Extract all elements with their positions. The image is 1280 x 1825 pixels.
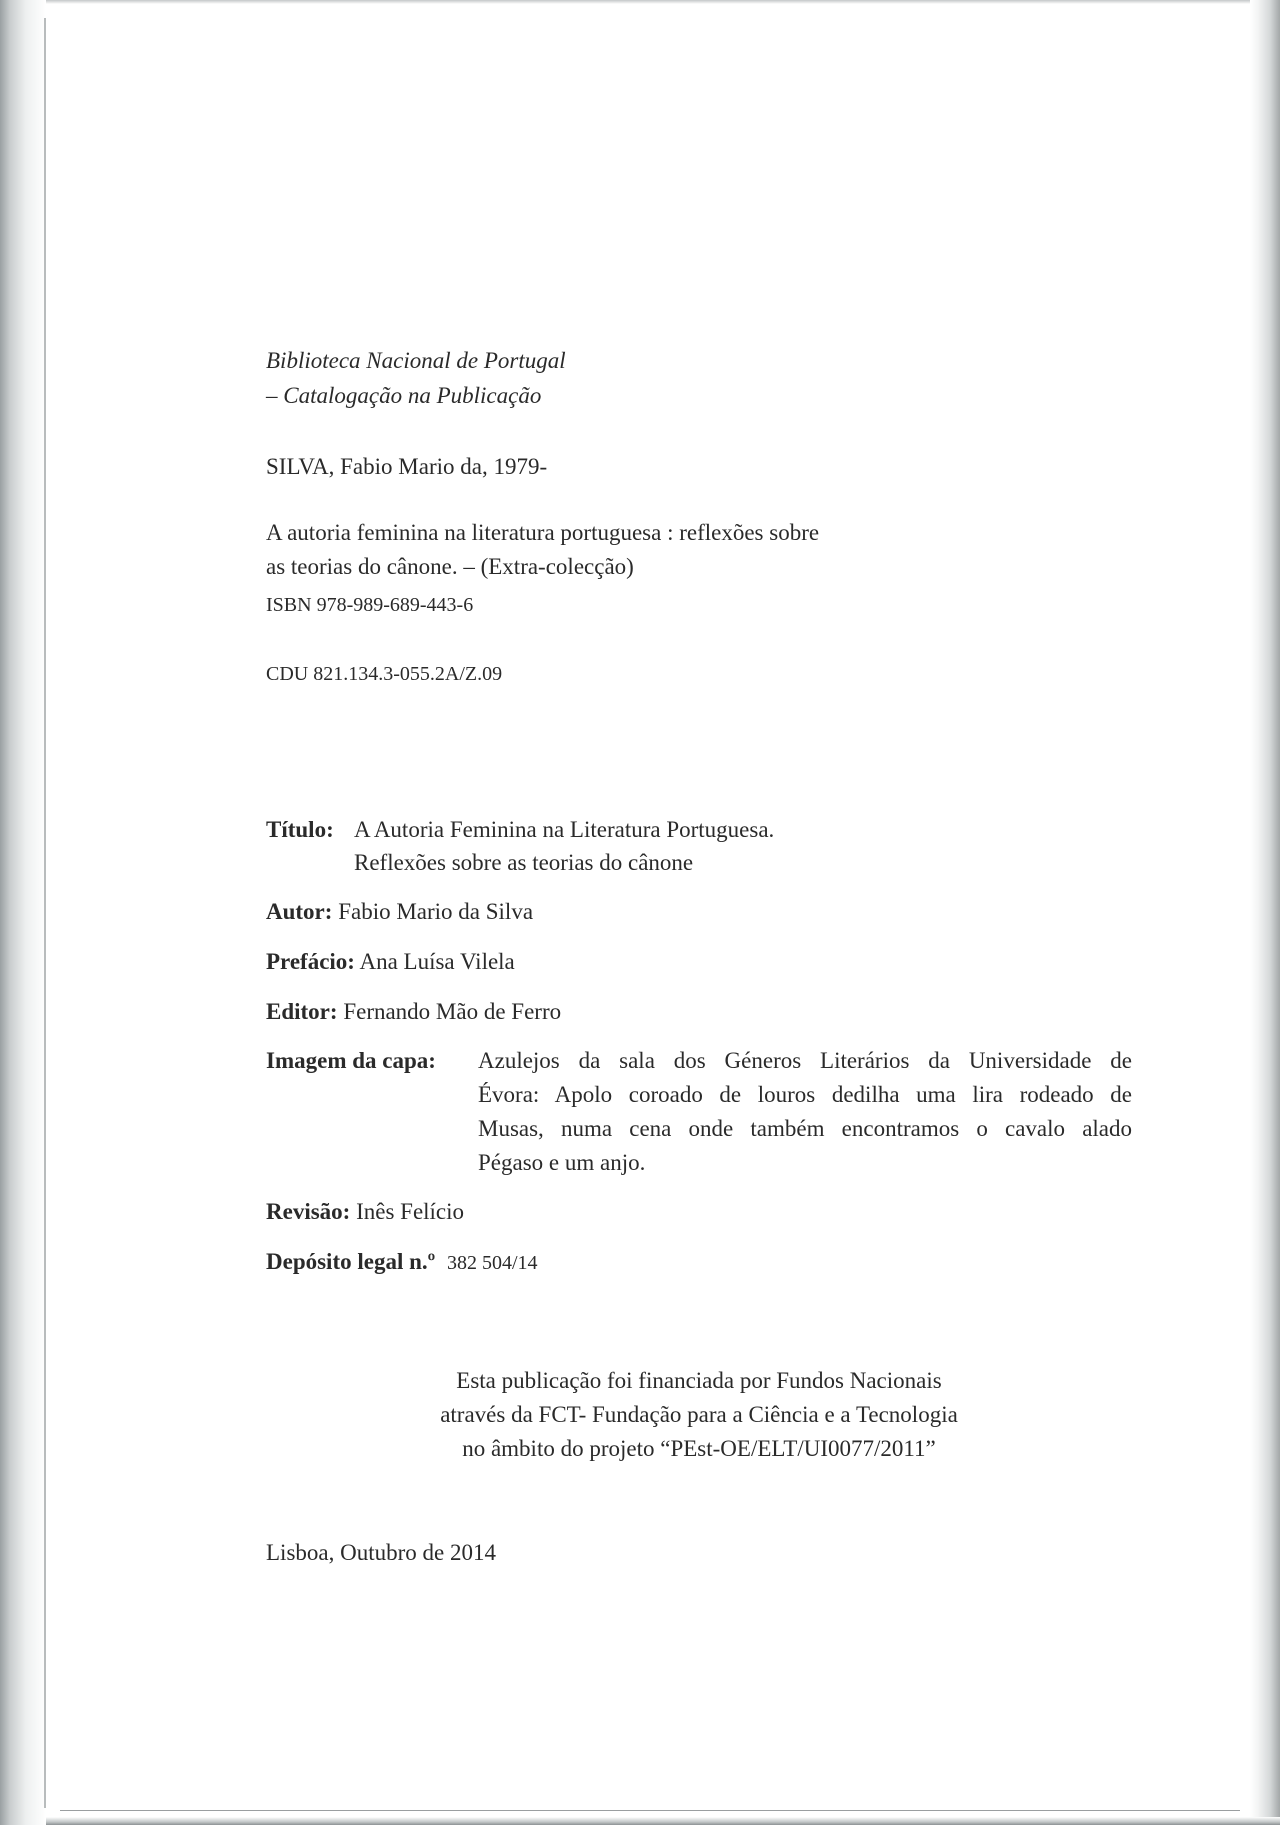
credit-editor-label: Editor: [266,999,338,1024]
credit-revision-value: Inês Felício [356,1199,465,1224]
credit-cover-line: Azulejos da sala dos Géneros Literários da Universidade de [478,1048,1132,1073]
catalog-cdu: CDU 821.134.3-055.2A/Z.09 [266,663,503,685]
place-date: Lisboa, Outubro de 2014 [266,1540,496,1565]
credit-editor-row [266,995,561,1029]
credit-editor-value: Fernando Mão de Ferro [343,999,562,1024]
credit-preface-value: Ana Luísa Vilela [359,949,515,974]
page-fold-line [44,18,46,1808]
catalog-isbn: ISBN 978-989-689-443-6 [266,594,474,616]
credit-title-line1: A Autoria Feminina na Literatura Portuguesa. [354,817,775,842]
credit-preface-row [266,945,515,979]
credit-title-label: Título: [266,817,334,842]
credit-deposit-row [266,1245,538,1280]
catalog-author-entry: SILVA, Fabio Mario da, 1979- [266,454,548,479]
credit-author-row [266,895,533,929]
funding-line3: no âmbito do projeto “PEst-OE/ELT/UI0077/2011” [462,1436,936,1461]
funding-line1: Esta publicação foi financiada por Fundos Nacionais [456,1368,942,1393]
page-top-edge [0,0,1280,4]
credit-title-row [266,813,775,847]
credit-revision-row [266,1195,464,1229]
credit-revision-label: Revisão: [266,1199,351,1224]
page-left-edge [0,0,46,1825]
credit-title-line2: Reflexões sobre as teorias do cânone [354,850,694,875]
credit-cover-line: Pégaso e um anjo. [478,1150,646,1175]
page-bottom-line [60,1810,1240,1811]
credit-cover-line: Musas, numa cena onde também encontramos o cavalo alado [478,1116,1132,1141]
catalog-library-line1: Biblioteca Nacional de Portugal [266,348,566,373]
catalog-title-line1: A autoria feminina na literatura portuguesa : reflexões sobre [266,520,820,545]
credit-author-value: Fabio Mario da Silva [338,899,534,924]
page-right-edge [1250,0,1280,1825]
credit-cover-line: Évora: Apolo coroado de louros dedilha uma lira rodeado de [478,1082,1132,1107]
credit-preface-label: Prefácio: [266,949,355,974]
credit-cover-label: Imagem da capa: [266,1048,436,1073]
catalog-title-line2: as teorias do cânone. – (Extra-colecção) [266,554,634,579]
credit-deposit-label: Depósito legal n.º [266,1249,436,1274]
funding-note [266,1364,1132,1466]
credit-deposit-value: 382 504/14 [446,1252,538,1274]
credit-author-label: Autor: [266,899,333,924]
credit-cover-description [478,1044,1132,1180]
catalog-library-line2: – Catalogação na Publicação [266,383,542,408]
page-bottom-edge [46,1817,1280,1825]
funding-line2: através da FCT- Fundação para a Ciência e a Tecnologia [440,1402,958,1427]
